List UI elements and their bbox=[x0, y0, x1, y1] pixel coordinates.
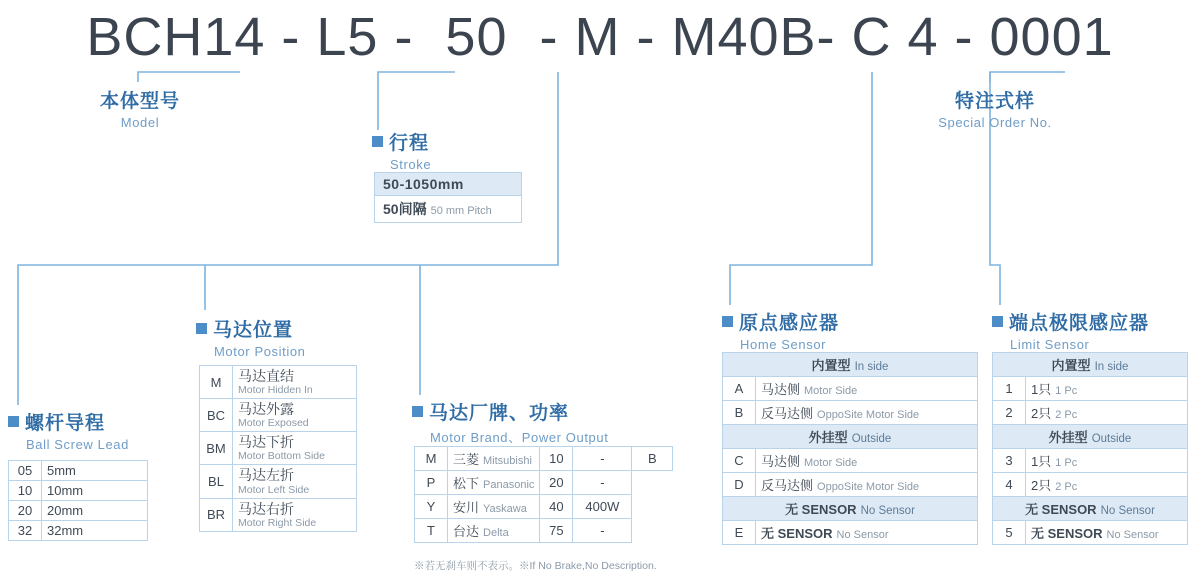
limit-sensor-value-en: 2 Pc bbox=[1055, 409, 1078, 421]
motor-brand-name-en: Delta bbox=[483, 527, 509, 539]
group-heading-limit-sensor-cn: 端点极限感应器 bbox=[1009, 313, 1150, 334]
motor-position-value bbox=[233, 465, 357, 498]
stroke-pitch bbox=[374, 196, 522, 223]
motor-position-value-en: Motor Left Side bbox=[238, 483, 310, 496]
ball-screw-lead-table bbox=[8, 460, 148, 541]
group-heading-model-cn: 本体型号 bbox=[99, 91, 180, 112]
group-heading-lead-en: Ball Screw Lead bbox=[26, 437, 129, 452]
home-sensor-value-cn: 马达侧 bbox=[761, 382, 801, 397]
home-sensor-band-inside-label bbox=[723, 353, 978, 377]
band-en: In side bbox=[854, 361, 889, 373]
motor-brake-code: B bbox=[632, 447, 673, 471]
group-heading-special bbox=[900, 86, 1090, 130]
table-row[interactable] bbox=[415, 447, 673, 471]
table-row[interactable] bbox=[200, 498, 357, 531]
limit-sensor-value-en: 2 Pc bbox=[1055, 481, 1078, 493]
group-heading-motor-position-en: Motor Position bbox=[214, 344, 306, 359]
stroke-pitch-en: 50 mm Pitch bbox=[430, 205, 492, 217]
home-sensor-band-outside bbox=[723, 425, 978, 449]
limit-sensor-value-cn: 2只 bbox=[1031, 478, 1052, 493]
motor-position-value bbox=[233, 432, 357, 465]
part-number-code: BCH14 - L5 - 50 - M - M40B- C 4 - 0001 bbox=[86, 7, 1114, 67]
limit-sensor-value bbox=[1026, 473, 1188, 497]
motor-brake-code bbox=[632, 471, 673, 495]
band-en: Outside bbox=[851, 433, 892, 445]
home-sensor-value bbox=[756, 377, 978, 401]
home-sensor-value-cn: 反马达侧 bbox=[761, 478, 814, 493]
table-row[interactable] bbox=[415, 519, 673, 543]
motor-position-value-en: Motor Right Side bbox=[238, 516, 317, 529]
band-en: No Sensor bbox=[860, 505, 915, 517]
motor-brand-name-cn: 松下 bbox=[453, 476, 480, 491]
group-heading-model bbox=[60, 86, 220, 130]
group-heading-limit-sensor bbox=[992, 308, 1149, 352]
table-row[interactable] bbox=[200, 399, 357, 432]
limit-sensor-band-inside bbox=[993, 353, 1188, 377]
limit-sensor-band-outside bbox=[993, 425, 1188, 449]
home-sensor-value-cn: 马达侧 bbox=[761, 454, 801, 469]
home-sensor-band-none-label bbox=[723, 497, 978, 521]
motor-position-table bbox=[199, 365, 357, 532]
home-sensor-value-cn: 无 SENSOR bbox=[761, 526, 833, 541]
motor-position-value bbox=[233, 399, 357, 432]
motor-power-code: 40 bbox=[540, 495, 573, 519]
limit-sensor-key: 1 bbox=[993, 377, 1026, 401]
motor-brand-name bbox=[448, 495, 540, 519]
home-sensor-table bbox=[722, 352, 978, 545]
limit-sensor-band-inside-label bbox=[993, 353, 1188, 377]
table-row[interactable] bbox=[993, 377, 1188, 401]
motor-brand-name-en: Panasonic bbox=[483, 479, 535, 491]
limit-sensor-value bbox=[1026, 401, 1188, 425]
table-row[interactable] bbox=[415, 471, 673, 495]
limit-sensor-key: 5 bbox=[993, 521, 1026, 545]
band-en: No Sensor bbox=[1100, 505, 1155, 517]
group-heading-motor-brand bbox=[412, 398, 608, 446]
home-sensor-value-en: No Sensor bbox=[836, 529, 889, 541]
motor-power-code: 20 bbox=[540, 471, 573, 495]
group-heading-stroke-en: Stroke bbox=[390, 157, 432, 172]
table-row[interactable] bbox=[9, 501, 148, 521]
bullet-square-icon bbox=[372, 136, 383, 147]
band-en: Outside bbox=[1091, 433, 1132, 445]
table-row[interactable] bbox=[9, 521, 148, 541]
motor-brand-name-en: Yaskawa bbox=[483, 503, 527, 515]
motor-position-value-cn: 马达下折 bbox=[238, 434, 294, 451]
home-sensor-band-none bbox=[723, 497, 978, 521]
group-heading-motor-brand-en: Motor Brand、Power Output bbox=[430, 430, 609, 445]
limit-sensor-value-cn: 2只 bbox=[1031, 406, 1052, 421]
home-sensor-key: D bbox=[723, 473, 756, 497]
lead-key: 20 bbox=[9, 501, 42, 521]
group-heading-limit-sensor-en: Limit Sensor bbox=[1010, 337, 1090, 352]
group-heading-lead-cn: 螺杆导程 bbox=[25, 413, 106, 434]
home-sensor-key: E bbox=[723, 521, 756, 545]
motor-position-value-en: Motor Exposed bbox=[238, 417, 309, 430]
motor-position-value-cn: 马达左折 bbox=[238, 467, 294, 484]
motor-position-value-en: Motor Bottom Side bbox=[238, 450, 325, 463]
limit-sensor-table bbox=[992, 352, 1188, 545]
group-heading-motor-position-cn: 马达位置 bbox=[213, 320, 294, 341]
group-heading-home-sensor bbox=[722, 308, 839, 352]
limit-sensor-value-en: 1 Pc bbox=[1055, 385, 1078, 397]
lead-key: 32 bbox=[9, 521, 42, 541]
motor-power-value: - bbox=[573, 447, 632, 471]
table-row[interactable] bbox=[993, 401, 1188, 425]
motor-power-code: 10 bbox=[540, 447, 573, 471]
limit-sensor-key: 2 bbox=[993, 401, 1026, 425]
bullet-square-icon bbox=[992, 316, 1003, 327]
motor-brand-key: T bbox=[415, 519, 448, 543]
lead-key: 05 bbox=[9, 461, 42, 481]
home-sensor-value-en: Motor Side bbox=[804, 457, 858, 469]
home-sensor-key: A bbox=[723, 377, 756, 401]
motor-position-value-cn: 马达右折 bbox=[238, 500, 294, 517]
motor-brake-code bbox=[632, 495, 673, 519]
limit-sensor-value-en: No Sensor bbox=[1106, 529, 1159, 541]
motor-power-code: 75 bbox=[540, 519, 573, 543]
group-heading-home-sensor-en: Home Sensor bbox=[740, 337, 827, 352]
home-sensor-value-en: Motor Side bbox=[804, 385, 858, 397]
motor-position-key: BR bbox=[200, 498, 233, 531]
home-sensor-value-en: OppoSite Motor Side bbox=[817, 409, 920, 421]
motor-position-key: BC bbox=[200, 399, 233, 432]
lead-value: 10mm bbox=[42, 481, 148, 501]
motor-position-value-cn: 马达外露 bbox=[238, 401, 294, 418]
home-sensor-value-en: OppoSite Motor Side bbox=[817, 481, 920, 493]
home-sensor-value bbox=[756, 521, 978, 545]
lead-value: 5mm bbox=[42, 461, 148, 481]
lead-key: 10 bbox=[9, 481, 42, 501]
table-row[interactable] bbox=[200, 432, 357, 465]
table-row[interactable] bbox=[723, 377, 978, 401]
motor-brand-name-cn: 台达 bbox=[453, 524, 480, 539]
home-sensor-band-inside bbox=[723, 353, 978, 377]
bullet-square-icon bbox=[196, 323, 207, 334]
motor-brand-name bbox=[448, 471, 540, 495]
motor-brand-power-table bbox=[414, 446, 673, 543]
limit-sensor-key: 4 bbox=[993, 473, 1026, 497]
table-row[interactable] bbox=[200, 366, 357, 399]
band-en: In side bbox=[1094, 361, 1129, 373]
motor-position-value-cn: 马达直结 bbox=[238, 368, 294, 384]
bullet-square-icon bbox=[722, 316, 733, 327]
motor-power-value: - bbox=[573, 519, 632, 543]
band-cn: 无 SENSOR bbox=[785, 502, 857, 517]
group-heading-stroke-cn: 行程 bbox=[389, 133, 430, 154]
band-cn: 外挂型 bbox=[808, 430, 848, 445]
home-sensor-band-outside-label bbox=[723, 425, 978, 449]
group-heading-model-en: Model bbox=[120, 115, 160, 130]
limit-sensor-band-none-label bbox=[993, 497, 1188, 521]
motor-position-value bbox=[233, 366, 357, 399]
home-sensor-key: B bbox=[723, 401, 756, 425]
band-cn: 无 SENSOR bbox=[1025, 502, 1097, 517]
table-row[interactable] bbox=[723, 401, 978, 425]
motor-brake-code bbox=[632, 519, 673, 543]
table-row[interactable] bbox=[200, 465, 357, 498]
motor-brand-name bbox=[448, 447, 540, 471]
motor-position-value-en: Motor Hidden In bbox=[238, 384, 313, 397]
motor-position-key: BM bbox=[200, 432, 233, 465]
motor-position-value bbox=[233, 498, 357, 531]
limit-sensor-value bbox=[1026, 449, 1188, 473]
stroke-pitch-cn: 50间隔 bbox=[383, 201, 427, 217]
table-row[interactable] bbox=[993, 449, 1188, 473]
limit-sensor-band-none bbox=[993, 497, 1188, 521]
band-cn: 内置型 bbox=[811, 358, 851, 373]
lead-value: 32mm bbox=[42, 521, 148, 541]
motor-brand-key: Y bbox=[415, 495, 448, 519]
motor-power-value: - bbox=[573, 471, 632, 495]
stroke-value-box bbox=[374, 172, 522, 223]
lead-value: 20mm bbox=[42, 501, 148, 521]
group-heading-motor-position bbox=[196, 315, 306, 359]
table-row[interactable] bbox=[723, 521, 978, 545]
group-heading-stroke bbox=[372, 128, 431, 172]
table-row[interactable] bbox=[415, 495, 673, 519]
motor-brand-name-cn: 三菱 bbox=[453, 452, 480, 467]
table-row[interactable] bbox=[993, 473, 1188, 497]
home-sensor-value-cn: 反马达侧 bbox=[761, 406, 814, 421]
limit-sensor-value-cn: 无 SENSOR bbox=[1031, 526, 1103, 541]
motor-brand-key: M bbox=[415, 447, 448, 471]
table-row[interactable] bbox=[9, 481, 148, 501]
group-heading-special-cn: 特注式样 bbox=[954, 91, 1035, 112]
group-heading-home-sensor-cn: 原点感应器 bbox=[739, 313, 840, 334]
group-heading-special-en: Special Order No. bbox=[938, 115, 1052, 130]
home-sensor-key: C bbox=[723, 449, 756, 473]
limit-sensor-value bbox=[1026, 521, 1188, 545]
table-row[interactable] bbox=[993, 521, 1188, 545]
home-sensor-value bbox=[756, 401, 978, 425]
limit-sensor-value-cn: 1只 bbox=[1031, 454, 1052, 469]
table-row[interactable] bbox=[723, 473, 978, 497]
band-cn: 外挂型 bbox=[1048, 430, 1088, 445]
limit-sensor-value-en: 1 Pc bbox=[1055, 457, 1078, 469]
limit-sensor-value-cn: 1只 bbox=[1031, 382, 1052, 397]
limit-sensor-key: 3 bbox=[993, 449, 1026, 473]
motor-brand-key: P bbox=[415, 471, 448, 495]
motor-position-key: BL bbox=[200, 465, 233, 498]
table-row[interactable] bbox=[9, 461, 148, 481]
motor-brand-name-en: Mitsubishi bbox=[483, 455, 532, 467]
motor-brand-name bbox=[448, 519, 540, 543]
limit-sensor-band-outside-label bbox=[993, 425, 1188, 449]
bullet-square-icon bbox=[412, 406, 423, 417]
limit-sensor-value bbox=[1026, 377, 1188, 401]
home-sensor-value bbox=[756, 473, 978, 497]
stroke-range: 50-1050mm bbox=[374, 172, 522, 196]
motor-position-key: M bbox=[200, 366, 233, 399]
motor-brand-note: ※若无刹车则不表示。※If No Brake,No Description. bbox=[414, 560, 657, 572]
bullet-square-icon bbox=[8, 416, 19, 427]
group-heading-motor-brand-cn: 马达厂牌、功率 bbox=[429, 403, 570, 424]
home-sensor-value bbox=[756, 449, 978, 473]
group-heading-lead bbox=[8, 408, 129, 452]
motor-brand-name-cn: 安川 bbox=[453, 500, 480, 515]
band-cn: 内置型 bbox=[1051, 358, 1091, 373]
table-row[interactable] bbox=[723, 449, 978, 473]
motor-power-value: 400W bbox=[573, 495, 632, 519]
